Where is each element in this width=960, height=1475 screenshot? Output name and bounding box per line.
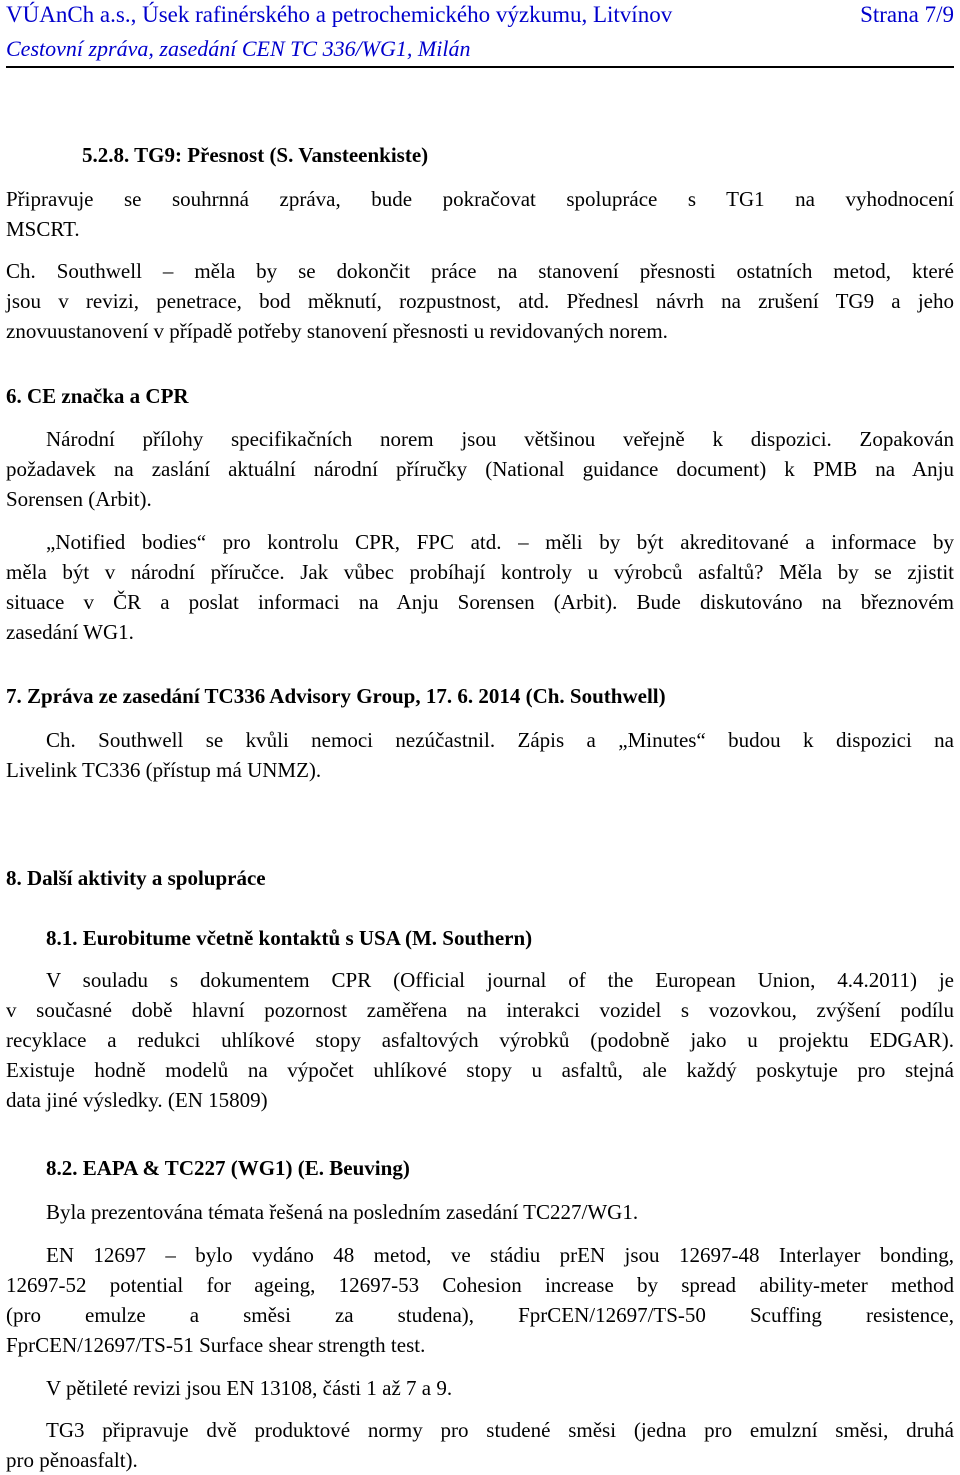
section-heading-7: 7. Zpráva ze zasedání TC336 Advisory Group, 17. 6. 2014 (Ch. Southwell): [6, 684, 666, 708]
text-line: v současné době hlavní pozornost zaměřena na interakci vozidel s vozovkou, zvýšení podílu: [6, 998, 954, 1022]
text-line: situace v ČR a poslat informaci na Anju Sorensen (Arbit). Bude diskutováno na březnovém: [6, 590, 954, 614]
text-line: recyklace a redukci uhlíkové stopy asfaltových výrobků (podobně jako u projektu EDGAR).: [6, 1028, 954, 1052]
paragraph-5-2-8-a: [6, 184, 954, 244]
text-line: znovuustanovení v případě potřeby stanovení přesnosti u revidovaných norem.: [6, 319, 668, 343]
header-divider: [6, 66, 954, 68]
text-line: EN 12697 – bylo vydáno 48 metod, ve stádiu prEN jsou 12697-48 Interlayer bonding,: [46, 1243, 954, 1267]
section-heading-5-2-8: 5.2.8. TG9: Přesnost (S. Vansteenkiste): [82, 143, 429, 167]
text-line: Připravuje se souhrnná zpráva, bude pokračovat spolupráce s TG1 na vyhodnocení: [6, 187, 954, 211]
text-line: data jiné výsledky. (EN 15809): [6, 1088, 268, 1112]
paragraph-5-2-8-b: [6, 256, 954, 346]
text-line: Národní přílohy specifikačních norem jsou většinou veřejně k dispozici. Zopakován: [46, 427, 954, 451]
page-number: Strana 7/9: [860, 2, 954, 27]
text-line: V souladu s dokumentem CPR (Official journal of the European Union, 4.4.2011) je: [46, 968, 954, 992]
text-line: měla být v národní příručce. Jak vůbec probíhají kontroly u výrobců asfaltů? Měla by se zjistit: [6, 560, 954, 584]
text-line: zasedání WG1.: [6, 620, 134, 644]
section-heading-8-1: 8.1. Eurobitume včetně kontaktů s USA (M. Southern): [46, 926, 533, 950]
paragraph-8-2-c: [46, 1373, 954, 1403]
header-title: VÚAnCh a.s., Úsek rafinérského a petrochemického výzkumu, Litvínov: [6, 2, 673, 27]
text-line: (pro emulze a směsi za studena), FprCEN/12697/TS-50 Scuffing resistence,: [6, 1303, 954, 1327]
paragraph-6-b: [6, 527, 954, 647]
header-subtitle: Cestovní zpráva, zasedání CEN TC 336/WG1, Milán: [6, 36, 471, 61]
text-line: Ch. Southwell se kvůli nemoci nezúčastnil. Zápis a „Minutes“ budou k dispozici na: [46, 728, 954, 752]
paragraph-8-2-d: [6, 1415, 954, 1475]
text-line: Livelink TC336 (přístup má UNMZ).: [6, 758, 322, 782]
text-line: FprCEN/12697/TS-51 Surface shear strength test.: [6, 1333, 426, 1357]
text-line: požadavek na zaslání aktuální národní příručky (National guidance document) k PMB na Anju: [6, 457, 954, 481]
paragraph-8-2-b: [6, 1240, 954, 1360]
paragraph-8-2-a: [46, 1197, 954, 1227]
text-line: Existuje hodně modelů na výpočet uhlíkové stopy u asfaltů, ale každý poskytuje pro stejná: [6, 1058, 954, 1082]
text-line: Sorensen (Arbit).: [6, 487, 152, 511]
text-line: 12697-52 potential for ageing, 12697-53 Cohesion increase by spread ability-meter method: [6, 1273, 954, 1297]
text-line: jsou v revizi, penetrace, bod měknutí, rozpustnost, atd. Přednesl návrh na zrušení TG9 a jeho: [6, 289, 954, 313]
text-line: „Notified bodies“ pro kontrolu CPR, FPC atd. – měli by být akreditované a informace by: [46, 530, 954, 554]
text-line: MSCRT.: [6, 217, 80, 241]
text-line: Ch. Southwell – měla by se dokončit práce na stanovení přesnosti ostatních metod, které: [6, 259, 954, 283]
paragraph-6-a: [6, 424, 954, 514]
section-heading-8: 8. Další aktivity a spolupráce: [6, 866, 266, 890]
section-heading-8-2: 8.2. EAPA & TC227 (WG1) (E. Beuving): [46, 1156, 410, 1180]
text-line: pro pěnoasfalt).: [6, 1448, 138, 1472]
paragraph-8-1: [6, 965, 954, 1115]
text-line: TG3 připravuje dvě produktové normy pro studené směsi (jedna pro emulzní směsi, druhá: [46, 1418, 954, 1442]
text-line: Byla prezentována témata řešená na posledním zasedání TC227/WG1.: [46, 1200, 639, 1224]
section-heading-6: 6. CE značka a CPR: [6, 384, 189, 408]
text-line: V pětileté revizi jsou EN 13108, části 1 až 7 a 9.: [46, 1376, 453, 1400]
paragraph-7: [6, 725, 954, 785]
